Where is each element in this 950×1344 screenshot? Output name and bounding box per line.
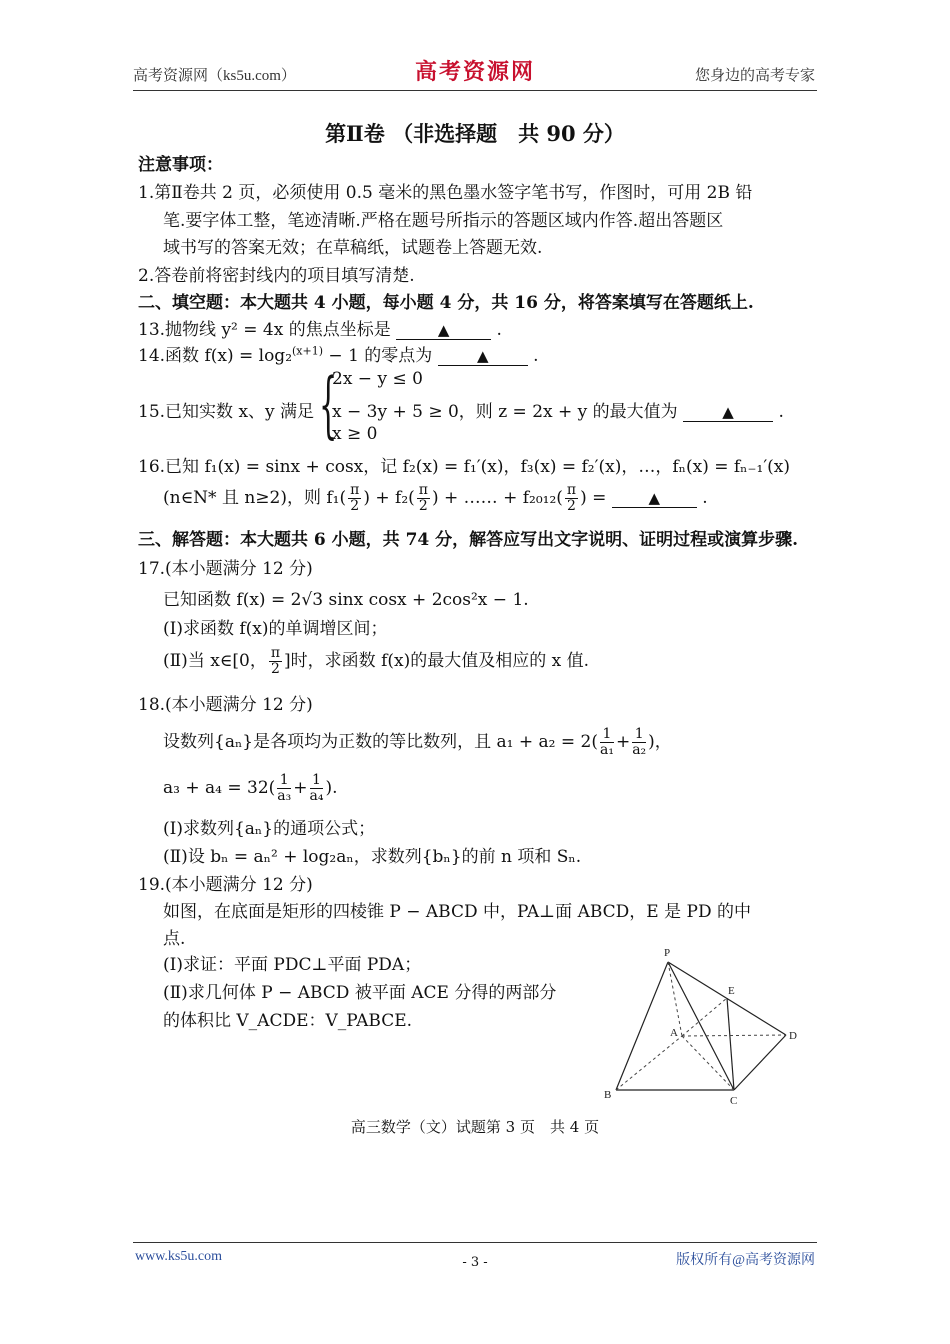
brand-logo: 高考资源网 <box>414 59 535 85</box>
question-14 <box>138 341 539 366</box>
notes-line-3: 域书写的答案无效；在草稿纸，试题卷上答题无效. <box>163 238 543 258</box>
q18-text-a: 设数列{aₙ}是各项均为正数的等比数列，且 a₁ + a₂ = 2( <box>163 732 598 752</box>
edge-AB <box>616 1036 682 1090</box>
notes-line-4: 2.答卷前将密封线内的项目填写清楚. <box>138 266 415 286</box>
vertex-label-P: P <box>664 947 671 959</box>
q18-line-3: (Ⅰ)求数列{aₙ}的通项公式； <box>163 819 376 839</box>
q17-text-b: ]时，求函数 f(x)的最大值及相应的 x 值. <box>284 651 590 671</box>
q17-line-3 <box>163 646 589 677</box>
frac-den: a₃ <box>277 788 292 804</box>
edge-PC <box>668 962 734 1090</box>
frac-num: π <box>350 482 360 498</box>
q16-answer-blank[interactable]: ▲ <box>612 489 697 508</box>
pyramid-figure <box>600 940 810 1110</box>
q13-period: . <box>496 320 502 340</box>
q17-heading: 17.(本小题满分 12 分) <box>138 559 313 579</box>
q18-frac-4 <box>310 773 324 804</box>
q16-frac-3 <box>565 483 578 514</box>
q17-text-a: (Ⅱ)当 x∈[0， <box>163 651 267 671</box>
q16-line-2 <box>163 483 708 514</box>
q19-line-1: 如图，在底面是矩形的四棱锥 P − ABCD 中，PA⊥面 ABCD，E 是 PD 的中 <box>163 902 751 922</box>
q16-text-c: ) + …… + f₂₀₁₂( <box>431 488 563 508</box>
frac-num: 1 <box>310 773 324 789</box>
vertex-label-B: B <box>604 1089 612 1101</box>
edge-AC <box>682 1036 734 1090</box>
q19-line-2: 点. <box>163 929 186 949</box>
q16-text-b: ) + f₂( <box>363 488 415 508</box>
header-divider <box>133 90 817 91</box>
q15-answer-blank[interactable]: ▲ <box>683 403 773 422</box>
notes-line-2: 笔.要字体工整，笔迹清晰.严格在题号所指示的答题区域内作答.超出答题区 <box>163 211 724 231</box>
page-title: 第Ⅱ卷 （非选择题 共 90 分） <box>325 121 625 146</box>
q15-period: . <box>778 402 784 422</box>
q16-frac-2 <box>417 483 430 514</box>
q18-line-2 <box>163 773 338 804</box>
frac-den: 2 <box>567 498 576 514</box>
edge-PA <box>668 962 682 1036</box>
q13-answer-blank[interactable]: ▲ <box>396 321 491 340</box>
frac-den: 2 <box>418 498 428 514</box>
frac-num: π <box>566 482 577 498</box>
header-right: 您身边的高考专家 <box>694 68 815 84</box>
q15-text: 15.已知实数 x、y 满足 <box>138 402 315 422</box>
q16-period: . <box>702 488 708 508</box>
q19-line-3: (Ⅰ)求证：平面 PDC⊥平面 PDA； <box>163 955 422 975</box>
frac-den: 2 <box>350 498 360 514</box>
q18-text-c: )， <box>648 732 672 752</box>
q18-text-c2: ). <box>325 778 338 798</box>
q14-text: 14.函数 f(x) = log₂ <box>138 346 293 366</box>
q18-plus: + <box>615 732 631 752</box>
frac-num: π <box>270 645 281 661</box>
q18-text-a2: a₃ + a₄ = 32( <box>163 778 276 798</box>
q14-exponent: (x+1) <box>292 344 324 358</box>
frac-den: a₂ <box>632 742 647 758</box>
frac-den: 2 <box>270 661 280 677</box>
page-number: - 3 - <box>462 1255 488 1270</box>
frac-num: 1 <box>277 773 291 789</box>
q16-text-d: ) = <box>580 488 607 508</box>
vertex-label-C: C <box>730 1095 738 1107</box>
q15-constraint-2 <box>332 397 784 422</box>
q18-heading: 18.(本小题满分 12 分) <box>138 695 313 715</box>
frac-den: a₄ <box>309 788 324 804</box>
q17-line-1: 已知函数 f(x) = 2√3 sinx cosx + 2cos²x − 1. <box>163 590 529 610</box>
q19-line-4: (Ⅱ)求几何体 P − ABCD 被平面 ACE 分得的两部分 <box>163 983 557 1003</box>
q16-text-a: (n∈N* 且 n≥2)，则 f₁( <box>163 488 347 508</box>
q15-constraint-1: 2x − y ≤ 0 <box>332 369 423 389</box>
q19-heading: 19.(本小题满分 12 分) <box>138 875 313 895</box>
notes-heading: 注意事项： <box>138 155 223 175</box>
section-fill-in: 二、填空题：本大题共 4 小题，每小题 4 分，共 16 分，将答案填写在答题纸上. <box>138 293 754 313</box>
notes-line-1: 1.第Ⅱ卷共 2 页，必须使用 0.5 毫米的黑色墨水签字笔书写，作图时，可用 2B 铅 <box>138 183 753 203</box>
q18-frac-3 <box>277 773 291 804</box>
q14-text-2: − 1 的零点为 <box>323 346 433 366</box>
q15-constraint-2-text: x − 3y + 5 ≥ 0，则 z = 2x + y 的最大值为 <box>332 402 678 422</box>
q18-plus-2: + <box>293 778 308 798</box>
edge-AD <box>682 1035 786 1036</box>
q18-line-1 <box>163 727 672 758</box>
header-left: 高考资源网（ks5u.com） <box>133 68 296 84</box>
question-13 <box>138 315 502 340</box>
q18-frac-1 <box>600 727 614 758</box>
frac-num: 1 <box>600 727 614 743</box>
footer-link[interactable]: www.ks5u.com <box>135 1249 222 1264</box>
edge-PB <box>616 962 668 1090</box>
q16-frac-1 <box>348 483 361 514</box>
q17-frac <box>269 646 282 677</box>
q18-frac-2 <box>632 727 646 758</box>
q17-line-2: (Ⅰ)求函数 f(x)的单调增区间； <box>163 619 388 639</box>
vertex-label-A: A <box>670 1027 678 1039</box>
frac-num: π <box>418 482 428 498</box>
q13-text: 13.抛物线 y² = 4x 的焦点坐标是 <box>138 320 391 340</box>
q15-constraint-3: x ≥ 0 <box>332 424 378 444</box>
section-answer: 三、解答题：本大题共 6 小题，共 74 分，解答应写出文字说明、证明过程或演算步骤. <box>138 530 799 550</box>
edge-EC <box>727 998 734 1090</box>
footer-divider <box>133 1242 817 1243</box>
q14-answer-blank[interactable]: ▲ <box>438 347 528 366</box>
q18-line-4: (Ⅱ)设 bₙ = aₙ² + log₂aₙ，求数列{bₙ}的前 n 项和 Sₙ. <box>163 847 582 867</box>
footer-copyright: 版权所有@高考资源网 <box>676 1253 815 1268</box>
q19-line-5: 的体积比 V_ACDE：V_PABCE. <box>163 1011 413 1031</box>
vertex-label-D: D <box>789 1030 797 1042</box>
q16-line-1: 16.已知 f₁(x) = sinx + cosx，记 f₂(x) = f₁′(x)，f₃(x) = f₂′(x)，…，fₙ(x) = fₙ₋₁′(x) <box>138 457 791 477</box>
frac-den: a₁ <box>599 742 614 758</box>
q14-period: . <box>533 346 539 366</box>
frac-num: 1 <box>632 727 646 743</box>
edge-AE <box>682 998 727 1036</box>
vertex-label-E: E <box>728 985 735 997</box>
sheet-footer: 高三数学（文）试题第 3 页 共 4 页 <box>350 1118 600 1136</box>
edge-CD <box>734 1035 786 1090</box>
q15-brace: { <box>319 362 338 446</box>
